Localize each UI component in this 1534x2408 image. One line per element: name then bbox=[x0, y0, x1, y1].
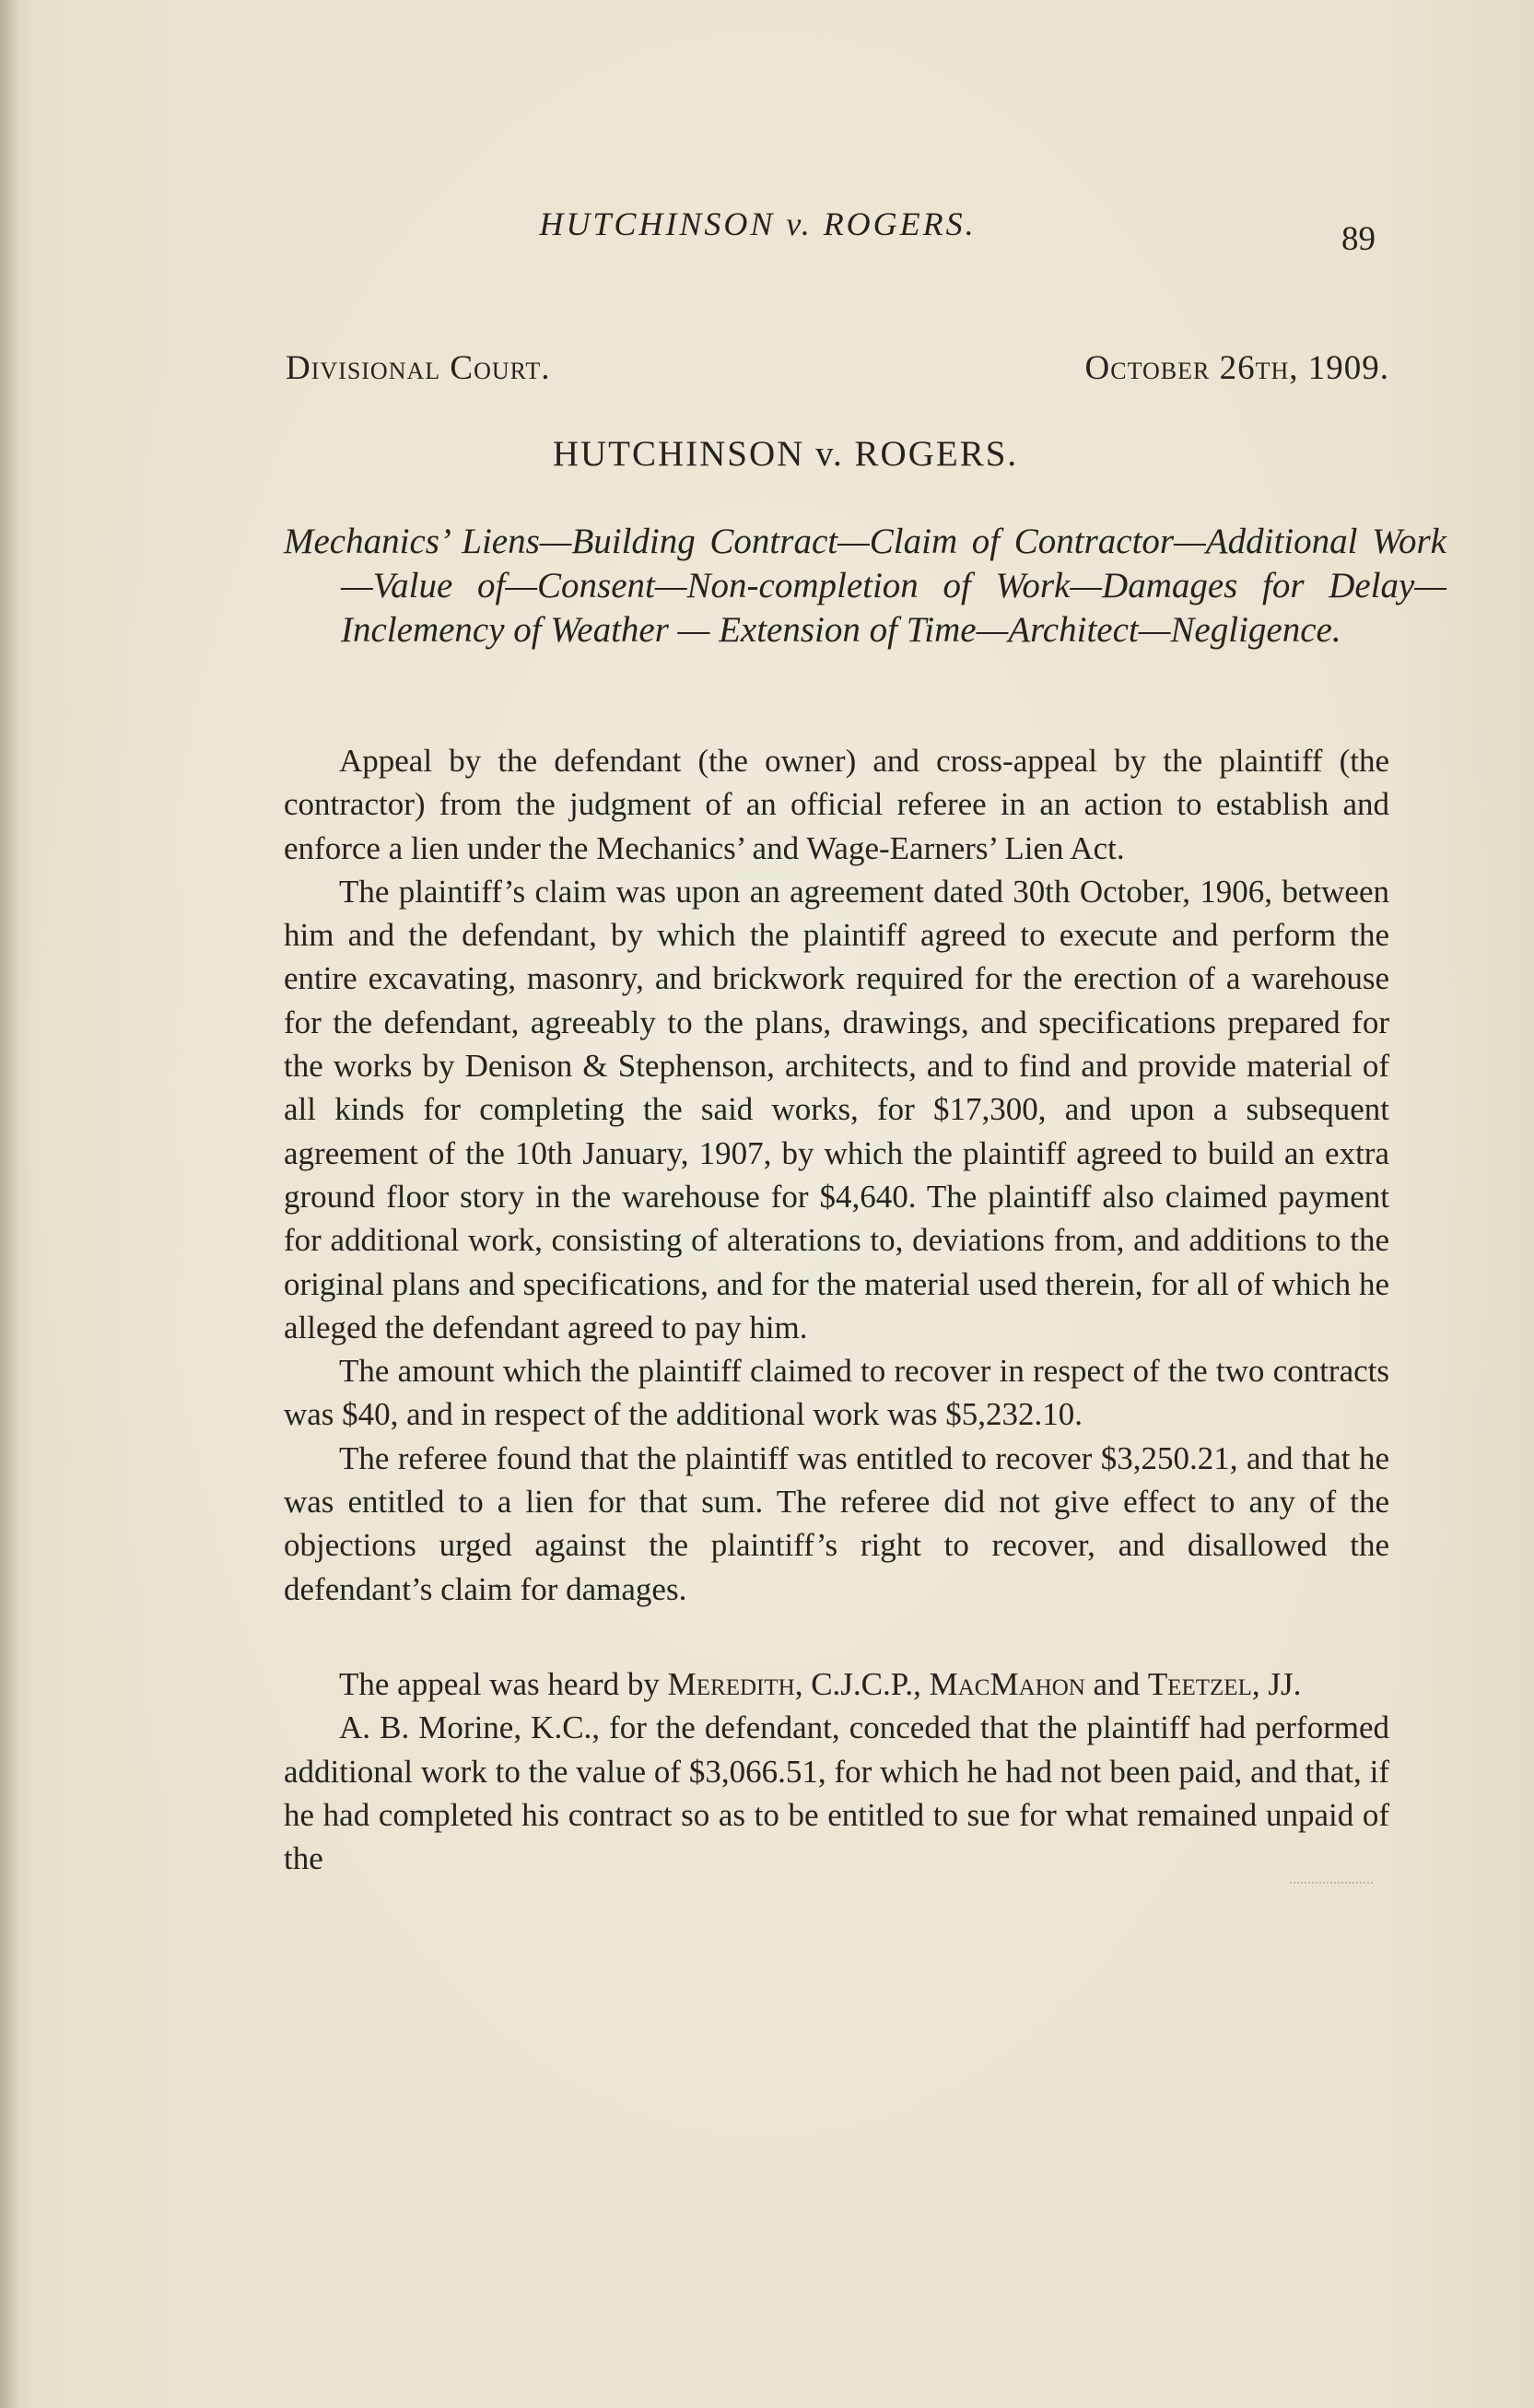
paragraph-hearing bbox=[284, 1662, 1389, 1706]
page-number: 89 bbox=[1341, 220, 1376, 258]
headnote: Mechanics’ Liens—Building Contract—Claim of Contractor—Additional Work—Value of—Consent—Non-completion of Work—Damages for Delay—Inclemency of Weather — Extension of Time—Architect—Negligence. bbox=[284, 522, 1446, 650]
hearing-suffix: , JJ. bbox=[1251, 1665, 1302, 1702]
stray-mark bbox=[1290, 1882, 1373, 1885]
running-head: HUTCHINSON v. ROGERS. bbox=[539, 206, 977, 242]
hearing-mid: and bbox=[1084, 1665, 1148, 1702]
paragraph-referee: The referee found that the plaintiff was entitled to recover $3,250.21, and that he was entitled to a lien for that sum. The referee did not give effect to any of the objections urged against the plaintiff’s right to recover, and disallowed the defendant’s claim for damages. bbox=[284, 1439, 1389, 1607]
hearing-prefix: The appeal was heard by bbox=[339, 1665, 668, 1702]
judge-name: MacMahon bbox=[929, 1665, 1085, 1702]
spine-shadow bbox=[0, 0, 20, 2408]
decision-date: October 26th, 1909. bbox=[1084, 349, 1389, 387]
court-name: Divisional Court. bbox=[286, 349, 551, 387]
paragraph-appeal: Appeal by the defendant (the owner) and cross-appeal by the plaintiff (the contractor) from the judgment of an official referee in an action to establish and enforce a lien under the Mechanics’ and Wage-Earners’ Lien Act. bbox=[284, 743, 1389, 866]
paragraph-counsel: A. B. Morine, K.C., for the defendant, conceded that the plaintiff had performed additional work to the value of $3,066.51, for which he had not been paid, and that, if he had completed his contract so as to be entitled to sue for what remained unpaid of the bbox=[284, 1709, 1389, 1877]
paragraph-amount: The amount which the plaintiff claimed to recover in respect of the two contracts was $40, and in respect of the additional work was $5,232.10. bbox=[284, 1353, 1389, 1433]
judge-name: Meredith bbox=[667, 1665, 795, 1702]
case-title: HUTCHINSON v. ROGERS. bbox=[552, 434, 1019, 474]
paragraph-claim: The plaintiff’s claim was upon an agreement dated 30th October, 1906, between him and the defendant, by which the plaintiff agreed to execute and perform the entire excavating, masonry, and brickwork required for the erection of a warehouse for the defendant, agreeably to the plans, drawings, and specifications prepared for the works by Denison & Stephenson, architects, and to find and provide material of all kinds for completing the said works, for $17,300, and upon a subsequent agreement of the 10th January, 1907, by which the plaintiff agreed to build an extra ground floor story in the warehouse for $4,640. The plaintiff also claimed payment for additional work, consisting of alterations to, deviations from, and additions to the original plans and specifications, and for the material used therein, for all of which he alleged the defendant agreed to pay him. bbox=[284, 873, 1389, 1345]
judge-name: Teetzel bbox=[1147, 1665, 1252, 1702]
body-text bbox=[284, 739, 1389, 1880]
hearing-mid: , C.J.C.P., bbox=[794, 1665, 930, 1702]
